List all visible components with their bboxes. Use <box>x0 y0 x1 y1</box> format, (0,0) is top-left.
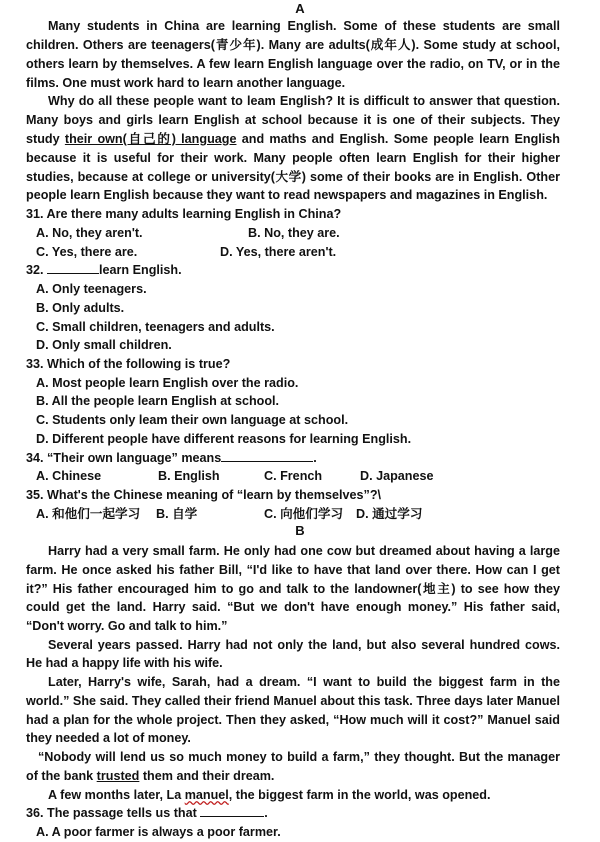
passage-a-p2-line3 <box>26 130 560 149</box>
q34-stem-text: 34. “Their own language” means <box>26 451 222 465</box>
q33-option-d: D. Different people have different reasons for learning English. <box>36 432 412 446</box>
p5-post: , the biggest farm in the world, was opened. <box>228 788 491 802</box>
q32-option-d: D. Only small children. <box>36 338 172 352</box>
q33-option-a: A. Most people learn English over the radio. <box>36 376 299 390</box>
q32-stem <box>26 261 182 280</box>
q35-option-c: C. 向他们学习 <box>264 507 344 521</box>
passage-b-p1-line5: “Don't worry. Go and talk to him.” <box>26 619 228 633</box>
q32-option-a: A. Only teenagers. <box>36 282 147 296</box>
q32-blank <box>47 262 99 274</box>
passage-b-p1-line2: farm. He once asked his father Bill, “I'd like to have that land over there. How can I get <box>26 563 560 577</box>
q34-stem-end: . <box>313 451 317 465</box>
passage-b-p2-line1: Several years passed. Harry had not only the land, but also several hundred cows. <box>48 638 560 652</box>
q34-option-d: D. Japanese <box>360 469 434 483</box>
passage-b-title: B <box>295 523 305 538</box>
q35-stem: 35. What's the Chinese meaning of “learn by themselves”?\ <box>26 488 382 502</box>
underlined-their-own-language: their own(自己的) language <box>64 132 237 146</box>
q33-stem: 33. Which of the following is true? <box>26 357 231 371</box>
passage-b-p3-line4: they needed a lot of money. <box>26 731 191 745</box>
q32-number: 32. <box>26 263 44 277</box>
passage-a-p2-line6: people learn English because they want to read newspapers and magazines in English. <box>26 188 548 202</box>
passage-a-p1-line4: films. One must work hard to learn another language. <box>26 76 346 90</box>
passage-b-p3-line1: Later, Harry's wife, Sarah, had a dream. “I want to build the biggest farm in the <box>48 675 560 689</box>
q31-option-b: B. No, they are. <box>248 226 340 240</box>
passage-a-p2-line5: studies, because at college or university(大学) some of their books are in English. Other <box>26 170 560 184</box>
q36-option-a: A. A poor farmer is always a poor farmer. <box>36 825 281 839</box>
q34-stem <box>26 449 317 468</box>
q31-option-d: D. Yes, there aren't. <box>220 245 337 259</box>
wavy-underlined-manuel: manuel <box>184 788 229 802</box>
passage-b-p5 <box>48 786 491 805</box>
q33-option-b: B. All the people learn English at school. <box>36 394 280 408</box>
q34-option-c: C. French <box>264 469 323 483</box>
p2-line3-pre: study <box>26 132 65 146</box>
passage-b-p1-line4: could get the land. Harry said. “But we don't have enough money.” His father said, <box>26 600 560 614</box>
passage-a-title: A <box>295 1 305 16</box>
p4-line2-post: them and their dream. <box>139 769 275 783</box>
passage-a-p2-line1: Why do all these people want to leam English? It is difficult to answer that question. <box>48 94 560 108</box>
q32-option-b: B. Only adults. <box>36 301 125 315</box>
q36-stem-text: 36. The passage tells us that <box>26 806 197 820</box>
q35-option-d: D. 通过学习 <box>356 507 423 521</box>
q36-blank <box>200 805 264 817</box>
passage-b-p4-line2 <box>26 767 274 786</box>
passage-a-p1-line2: children. Others are teenagers(青少年). Many are adults(成年人). Some study at school, <box>26 38 560 52</box>
passage-b-p1-line1: Harry had a very small farm. He only had one cow but dreamed about having a large <box>48 544 560 558</box>
passage-a-p2-line2: Many boys and girls learn English at school because it is one of their subjects. They <box>26 113 560 127</box>
q36-stem-end: . <box>264 806 268 820</box>
p5-pre: A few months later, La <box>48 788 185 802</box>
q31-option-c: C. Yes, there are. <box>36 245 138 259</box>
q31-stem: 31. Are there many adults learning English in China? <box>26 207 342 221</box>
q34-blank <box>221 450 313 462</box>
q33-option-c: C. Students only leam their own language at school. <box>36 413 349 427</box>
passage-a-p2-line4: because it is useful for their work. Many people often learn English for their higher <box>26 151 560 165</box>
q31-option-a: A. No, they aren't. <box>36 226 143 240</box>
passage-a-p1-line3: others learn by themselves. A few learn English language over the radio, on TV, or in the <box>26 57 560 71</box>
q35-option-a: A. 和他们一起学习 <box>36 507 141 521</box>
q35-option-b: B. 自学 <box>156 507 198 521</box>
passage-b-p3-line3: had a plan for the whole project. Then they asked, “How much will it cost?” Manuel said <box>26 713 560 727</box>
q32-stem-text: learn English. <box>99 263 182 277</box>
passage-b-p3-line2: world.” She said. They called their friend Manuel about this task. Three days later Manuel <box>26 694 560 708</box>
p2-line3-post: and maths and English. Some people learn English <box>236 132 560 146</box>
q34-option-b: B. English <box>158 469 220 483</box>
passage-b-p2-line2: He had a happy life with his wife. <box>26 656 223 670</box>
passage-b-p4-line1: “Nobody will lend us so much money to build a farm,” they thought. But the manager <box>38 750 560 764</box>
passage-a-p1-line1: Many students in China are learning English. Some of these students are small <box>48 19 560 33</box>
passage-b-p1-line3: it?” His father encouraged him to go and talk to the landowner(地主) to see how they <box>26 582 560 596</box>
underlined-trusted: trusted <box>96 769 140 783</box>
p4-line2-pre: of the bank <box>26 769 97 783</box>
q34-option-a: A. Chinese <box>36 469 102 483</box>
q32-option-c: C. Small children, teenagers and adults. <box>36 320 275 334</box>
q36-stem <box>26 804 268 823</box>
